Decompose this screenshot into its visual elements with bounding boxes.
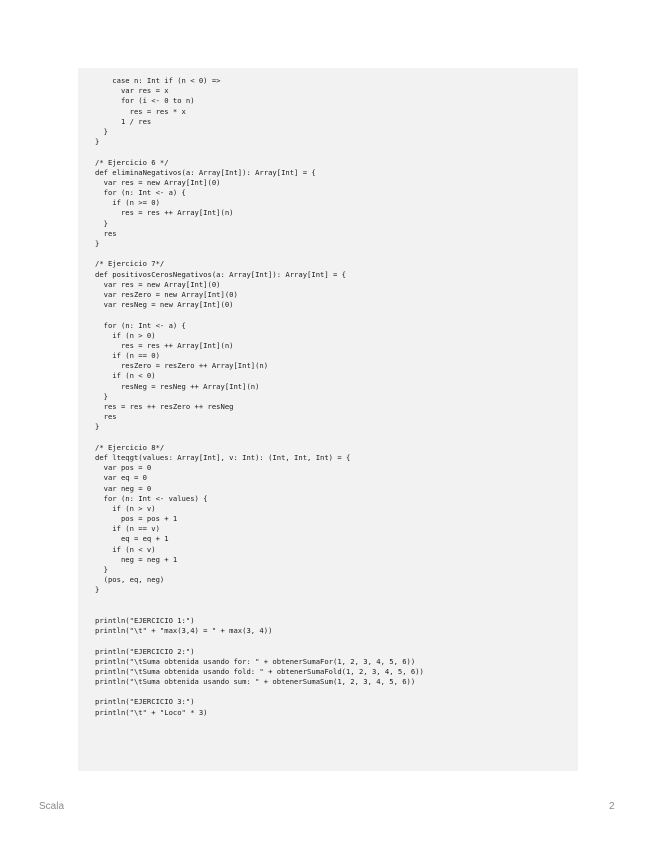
code-line: case n: Int if (n < 0) =>: [95, 76, 221, 85]
code-line: var res = new Array[Int](0): [95, 279, 221, 289]
code-line: println("EJERCICIO 1:"): [95, 615, 195, 625]
code-line: res: [95, 228, 117, 238]
code-line: [95, 636, 424, 646]
code-line: var resNeg = new Array[Int](0): [95, 300, 234, 310]
code-line: var res = new Array[Int](0): [95, 177, 221, 187]
code-line: def positivosCerosNegativos(a: Array[Int]): Array[Int] = {: [95, 269, 346, 279]
code-line: 1 / res: [95, 116, 152, 126]
code-line: if (n == v): [95, 524, 160, 534]
code-line: resZero = resZero ++ Array[Int](n): [95, 361, 269, 371]
code-line: if (n < v): [95, 544, 156, 554]
code-lines: [95, 76, 424, 718]
code-line: for (n: Int <- a) {: [95, 188, 186, 198]
code-line: var res = x: [95, 86, 169, 96]
code-line: println("\tSuma obtenida usando for: " + obtenerSumaFor(1, 2, 3, 4, 5, 6)): [95, 656, 416, 666]
code-line: neg = neg + 1: [95, 554, 178, 564]
code-line: var neg = 0: [95, 483, 152, 493]
code-line: res: [95, 412, 117, 422]
code-line: if (n >= 0): [95, 198, 160, 208]
code-line: /* Ejercicio 8*/: [95, 442, 165, 452]
code-line: [95, 433, 424, 443]
code-line: for (i <- 0 to n): [95, 96, 195, 106]
code-line: eq = eq + 1: [95, 534, 169, 544]
code-line: }: [95, 218, 108, 228]
footer-title: Scala: [39, 801, 65, 812]
code-line: res = res ++ resZero ++ resNeg: [95, 402, 234, 411]
code-line: }: [95, 585, 100, 595]
code-line: /* Ejercicio 6 */: [95, 157, 169, 167]
code-line: res = res * x: [95, 106, 186, 116]
code-line: var eq = 0: [95, 473, 147, 483]
code-line: res = res ++ Array[Int](n): [95, 340, 234, 350]
code-line: [95, 687, 424, 697]
code-line: println("EJERCICIO 2:"): [95, 646, 195, 656]
code-line: def eliminaNegativos(a: Array[Int]): Array[Int] = {: [95, 167, 316, 177]
code-line: [95, 596, 424, 606]
code-line: def lteqgt(values: Array[Int], v: Int): (Int, Int, Int) = {: [95, 452, 351, 462]
code-line: (pos, eq, neg): [95, 575, 165, 585]
code-line: var resZero = new Array[Int](0): [95, 289, 238, 299]
code-line: if (n < 0): [95, 371, 156, 381]
code-line: println("EJERCICIO 3:"): [95, 697, 195, 707]
code-line: var pos = 0: [95, 463, 152, 473]
code-line: if (n > 0): [95, 330, 156, 340]
code-line: }: [95, 422, 100, 432]
code-line: [95, 147, 424, 157]
code-line: [95, 606, 424, 616]
code-line: for (n: Int <- a) {: [95, 320, 186, 330]
code-line: }: [95, 565, 108, 574]
code-line: }: [95, 126, 108, 136]
code-line: resNeg = resNeg ++ Array[Int](n): [95, 381, 260, 391]
code-line: }: [95, 137, 100, 147]
code-block: [78, 68, 578, 771]
code-line: [95, 310, 424, 320]
page-number: 2: [609, 801, 615, 812]
code-line: pos = pos + 1: [95, 514, 178, 524]
code-line: if (n > v): [95, 503, 156, 513]
code-line: }: [95, 239, 100, 248]
code-line: res = res ++ Array[Int](n): [95, 208, 234, 218]
code-line: [95, 249, 424, 259]
code-line: println("\tSuma obtenida usando sum: " + obtenerSumaSum(1, 2, 3, 4, 5, 6)): [95, 677, 416, 687]
code-line: }: [95, 391, 108, 401]
code-line: println("\t" + "Loco" * 3): [95, 707, 208, 717]
code-line: println("\t" + "max(3,4) = " + max(3, 4)): [95, 626, 273, 636]
code-line: if (n == 0): [95, 351, 160, 361]
code-line: println("\tSuma obtenida usando fold: " + obtenerSumaFold(1, 2, 3, 4, 5, 6)): [95, 666, 424, 676]
code-line: for (n: Int <- values) {: [95, 493, 208, 503]
code-line: /* Ejercicio 7*/: [95, 259, 165, 269]
